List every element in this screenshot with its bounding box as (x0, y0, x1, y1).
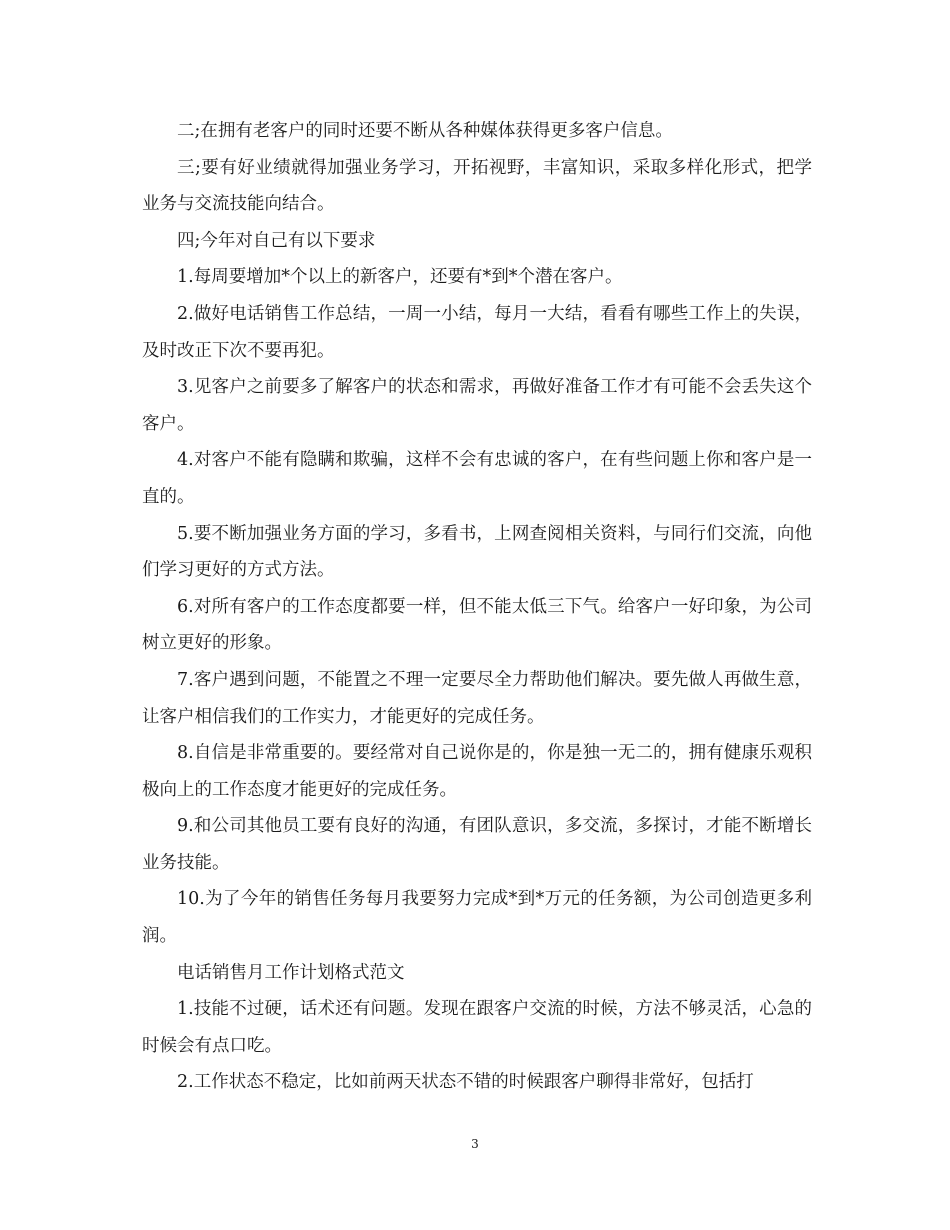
list-item-1: 1.每周要增加*个以上的新客户，还要有*到*个潜在客户。 (177, 267, 623, 288)
list-item-10: 10.为了今年的销售任务每月我要努力完成*到*万元的任务额，为公司创造更多利润。 (142, 889, 812, 947)
list-item-7: 7.客户遇到问题，不能置之不理一定要尽全力帮助他们解决。要先做人再做生意，让客户相信我们的工作实力，才能更好的完成任务。 (142, 669, 812, 727)
paragraph-4-heading: 四;今年对自己有以下要求 (177, 230, 376, 251)
list-item-3: 3.见客户之前要多了解客户的状态和需求，再做好准备工作才有可能不会丢失这个客户。 (142, 377, 812, 434)
document-body (142, 113, 812, 1101)
section-item-2: 2.工作状态不稳定，比如前两天状态不错的时候跟客户聊得非常好，包括打 (177, 1072, 754, 1093)
paragraph-2: 二;在拥有老客户的同时还要不断从各种媒体获得更多客户信息。 (177, 121, 673, 141)
section-item-1: 1.技能不过硬，话术还有问题。发现在跟客户交流的时候，方法不够灵活，心急的时候会有点口吃。 (142, 999, 812, 1056)
list-item-6: 6.对所有客户的工作态度都要一样，但不能太低三下气。给客户一好印象，为公司树立更好的形象。 (142, 596, 812, 654)
list-item-8: 8.自信是非常重要的。要经常对自己说你是的，你是独一无二的，拥有健康乐观积极向上的工作态度才能更好的完成任务。 (142, 743, 812, 800)
list-item-9: 9.和公司其他员工要有良好的沟通，有团队意识，多交流，多探讨，才能不断增长业务技能。 (142, 816, 812, 873)
list-item-5: 5.要不断加强业务方面的学习，多看书，上网查阅相关资料，与同行们交流，向他们学习更好的方式方法。 (142, 523, 812, 581)
list-item-2: 2.做好电话销售工作总结，一周一小结，每月一大结，看看有哪些工作上的失误，及时改正下次不要再犯。 (142, 303, 812, 361)
paragraph-3: 三;要有好业绩就得加强业务学习，开拓视野，丰富知识，采取多样化形式，把学业务与交流技能向结合。 (142, 157, 812, 215)
list-item-4: 4.对客户不能有隐瞒和欺骗，这样不会有忠诚的客户，在有些问题上你和客户是一直的。 (142, 450, 812, 507)
section-heading: 电话销售月工作计划格式范文 (177, 962, 405, 983)
page-number: 3 (471, 1137, 479, 1151)
